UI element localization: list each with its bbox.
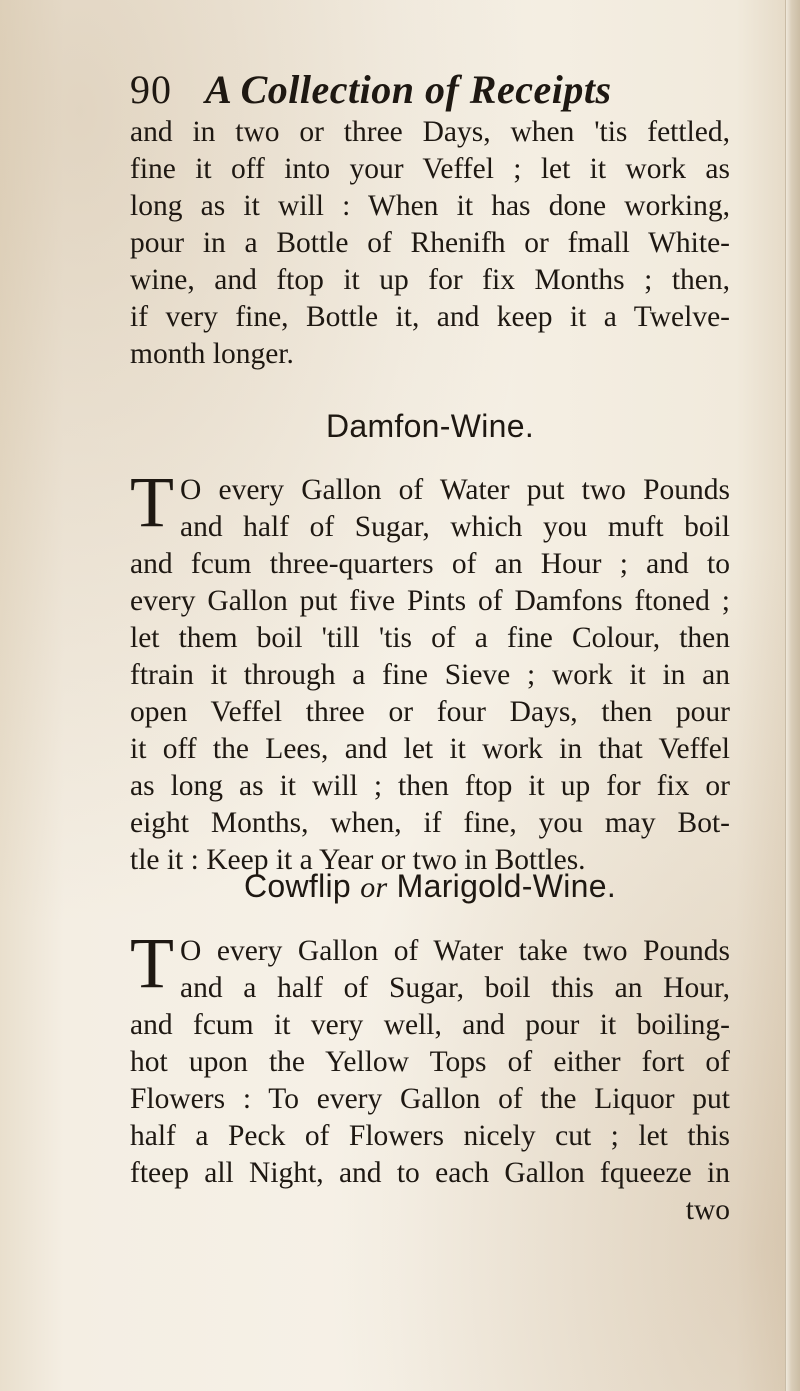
text-line: and in two or three Days, when 'tis fettled, <box>130 116 730 148</box>
text-line: and a half of Sugar, boil this an Hour, <box>180 972 730 1004</box>
text-line: tle it : Keep it a Year or two in Bottles. <box>130 844 586 876</box>
page-number: 90 <box>130 67 172 112</box>
cowslip-wine-paragraph <box>130 923 730 1229</box>
running-title: A Collection of Receipts <box>205 67 612 112</box>
text-line: fteep all Night, and to each Gallon fqueeze in <box>130 1157 730 1189</box>
text-line: every Gallon put five Pints of Damfons ftoned ; <box>130 585 730 617</box>
damson-wine-paragraph <box>130 462 730 879</box>
heading-or: or <box>360 871 388 904</box>
page-header <box>130 66 750 114</box>
text-line: and fcum three-quarters of an Hour ; and to <box>130 548 730 580</box>
text-line: if very fine, Bottle it, and keep it a Twelve- <box>130 301 730 333</box>
dropcap-line-2 <box>130 509 730 546</box>
text-line: month longer. <box>130 338 294 370</box>
text-line: eight Months, when, if fine, you may Bot- <box>130 807 730 839</box>
text-line: it off the Lees, and let it work in that Veffel <box>130 733 730 765</box>
text-line: long as it will : When it has done working, <box>130 190 730 222</box>
text-line: Flowers : To every Gallon of the Liquor put <box>130 1083 730 1115</box>
page-binding-edge <box>785 0 800 1391</box>
text-line: let them boil 'till 'tis of a fine Colour, then <box>130 622 730 654</box>
text-line: O every Gallon of Water put two Pounds <box>180 474 730 506</box>
text-line: and half of Sugar, which you muft boil <box>180 511 730 543</box>
text-line: as long as it will ; then ftop it up for fix or <box>130 770 730 802</box>
heading-text: Marigold-Wine. <box>387 868 617 904</box>
intro-paragraph <box>130 114 730 373</box>
text-line: pour in a Bottle of Rhenifh or fmall White- <box>130 227 730 259</box>
text-line: and fcum it very well, and pour it boiling- <box>130 1009 730 1041</box>
text-line: open Veffel three or four Days, then pour <box>130 696 730 728</box>
text-line: half a Peck of Flowers nicely cut ; let this <box>130 1120 730 1152</box>
drop-cap: T <box>130 923 174 1003</box>
text-line: hot upon the Yellow Tops of either fort of <box>130 1046 730 1078</box>
heading-text: Cowflip <box>243 868 361 904</box>
damson-wine-heading: Damfon-Wine. <box>325 408 535 444</box>
text-line: O every Gallon of Water take two Pounds <box>180 935 730 967</box>
text-line: fine it off into your Veffel ; let it work as <box>130 153 730 185</box>
cowslip-wine-heading <box>130 868 730 905</box>
drop-cap: T <box>130 462 174 542</box>
text-line: wine, and ftop it up for fix Months ; then, <box>130 264 730 296</box>
catchword: two <box>685 1194 730 1226</box>
text-line: ftrain it through a fine Sieve ; work it in an <box>130 659 730 691</box>
dropcap-line-2 <box>130 970 730 1007</box>
